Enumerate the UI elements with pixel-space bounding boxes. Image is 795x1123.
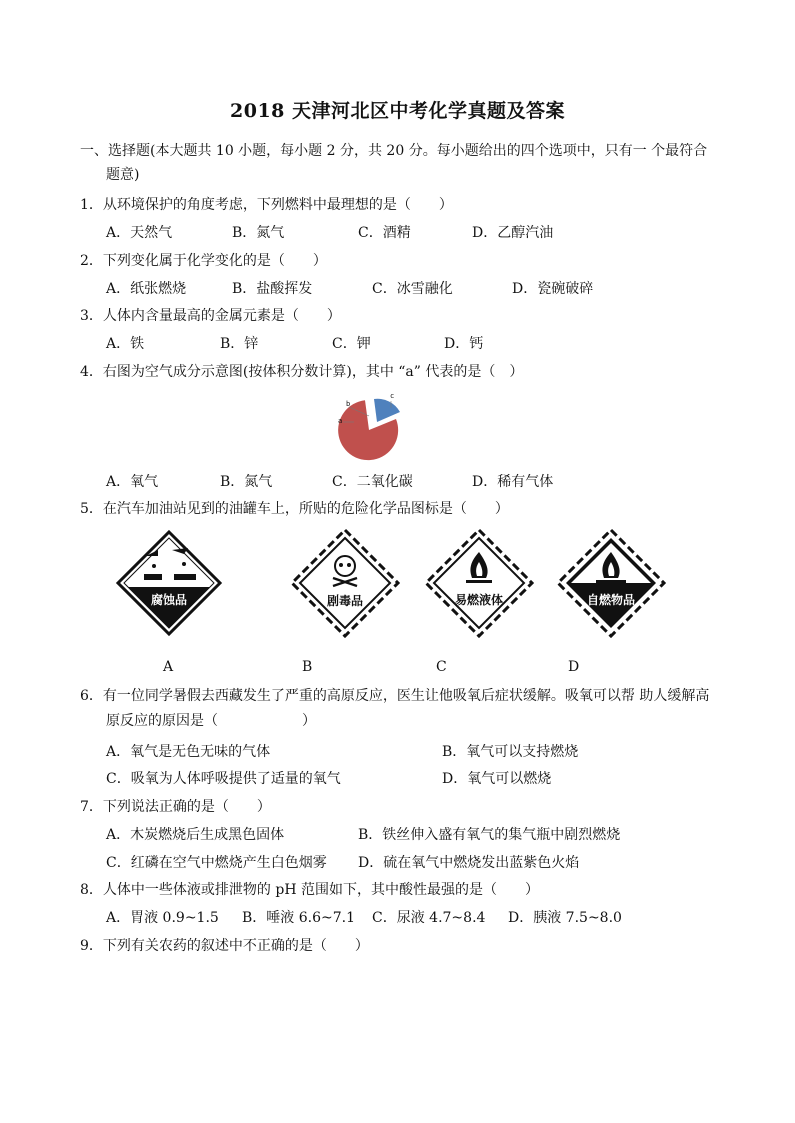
corrosive-icon [114, 528, 224, 638]
pie-label-c: c [390, 392, 395, 400]
q9-stem: 9．下列有关农药的叙述中不正确的是（ ） [80, 938, 369, 954]
sign-d-letter: D [568, 659, 580, 675]
q7-stem: 7．下列说法正确的是（ ） [80, 799, 271, 815]
q6-option-b: B．氧气可以支持燃烧 [442, 744, 579, 760]
q2-option-d: D．瓷碗破碎 [512, 281, 594, 297]
pie-slice-c [374, 399, 400, 422]
q8-option-b: B．唾液 6.6~7.1 [242, 910, 355, 926]
q7-option-d: D．硫在氧气中燃烧发出蓝紫色火焰 [358, 855, 580, 871]
q2-option-a: A．纸张燃烧 [106, 281, 187, 297]
page-title: 2018 天津河北区中考化学真题及答案 [230, 100, 565, 122]
q4-option-c: C．二氧化碳 [332, 474, 413, 490]
q4-option-b: B．氮气 [220, 474, 273, 490]
q2-stem: 2．下列变化属于化学变化的是（ ） [80, 253, 327, 269]
sign-a-letter: A [163, 659, 174, 675]
q7-option-a: A．木炭燃烧后生成黑色固体 [106, 827, 285, 843]
sign-b-label: 剧毒品 [326, 594, 363, 608]
q8-stem: 8．人体中一些体液或排泄物的 pH 范围如下，其中酸性最强的是（ ） [80, 882, 539, 898]
sign-b-letter: B [302, 659, 313, 675]
q4-stem: 4．右图为空气成分示意图(按体积分数计算)，其中 “a” 代表的是（ ） [80, 364, 524, 380]
q4-option-a: A．氧气 [106, 474, 159, 490]
sign-a-label: 腐蚀品 [150, 593, 187, 607]
hazard-sign-flammable-liquid [424, 528, 534, 638]
q3-stem: 3．人体内含量最高的金属元素是（ ） [80, 308, 341, 324]
q1-stem: 1．从环境保护的角度考虑，下列燃料中最理想的是（ ） [80, 197, 453, 213]
q4-option-d: D．稀有气体 [472, 474, 554, 490]
pie-label-b: b [346, 400, 351, 408]
sign-d-label: 自燃物品 [586, 593, 635, 607]
q1-option-a: A．天然气 [106, 225, 173, 241]
q7-option-c: C．红磷在空气中燃烧产生白色烟雾 [106, 855, 327, 871]
q3-option-d: D．钙 [444, 336, 484, 352]
q1-option-b: B．氮气 [232, 225, 285, 241]
section-heading-cont: 题意) [106, 167, 140, 183]
sign-c-label: 易燃液体 [454, 593, 503, 607]
q1-option-d: D．乙醇汽油 [472, 225, 554, 241]
section-heading: 一、选择题(本大题共 10 小题，每小题 2 分，共 20 分。每小题给出的四个选项中，只有一 个最符合 [80, 143, 708, 159]
q6-option-d: D．氧气可以燃烧 [442, 771, 552, 787]
q2-option-b: B．盐酸挥发 [232, 281, 313, 297]
air-composition-pie [336, 392, 416, 466]
pie-label-a: a [338, 417, 343, 425]
sign-c-letter: C [436, 659, 447, 675]
q8-option-a: A．胃液 0.9~1.5 [106, 910, 219, 926]
q6-option-c: C．吸氧为人体呼吸提供了适量的氧气 [106, 771, 341, 787]
hazard-sign-corrosive [114, 528, 224, 638]
q7-option-b: B．铁丝伸入盛有氧气的集气瓶中剧烈燃烧 [358, 827, 621, 843]
hazard-sign-toxic [290, 528, 400, 638]
q5-stem: 5．在汽车加油站见到的油罐车上，所贴的危险化学品图标是（ ） [80, 501, 509, 517]
q6-option-a: A．氧气是无色无味的气体 [106, 744, 271, 760]
q3-option-c: C．钾 [332, 336, 371, 352]
flame-icon [424, 528, 534, 638]
q6-stem: 6．有一位同学暑假去西藏发生了严重的高原反应，医生让他吸氧后症状缓解。吸氧可以帮 助人缓解高 [80, 688, 710, 704]
q6-stem-cont: 原反应的原因是（ ） [106, 713, 316, 729]
hazard-sign-spontaneous-combustion [556, 528, 666, 638]
q8-option-c: C．尿液 4.7~8.4 [372, 910, 486, 926]
flame-icon-d [556, 528, 666, 638]
skull-icon [290, 528, 400, 638]
q1-option-c: C．酒精 [358, 225, 411, 241]
q3-option-a: A．铁 [106, 336, 145, 352]
q2-option-c: C．冰雪融化 [372, 281, 453, 297]
q8-option-d: D．胰液 7.5~8.0 [508, 910, 622, 926]
q3-option-b: B．锌 [220, 336, 259, 352]
